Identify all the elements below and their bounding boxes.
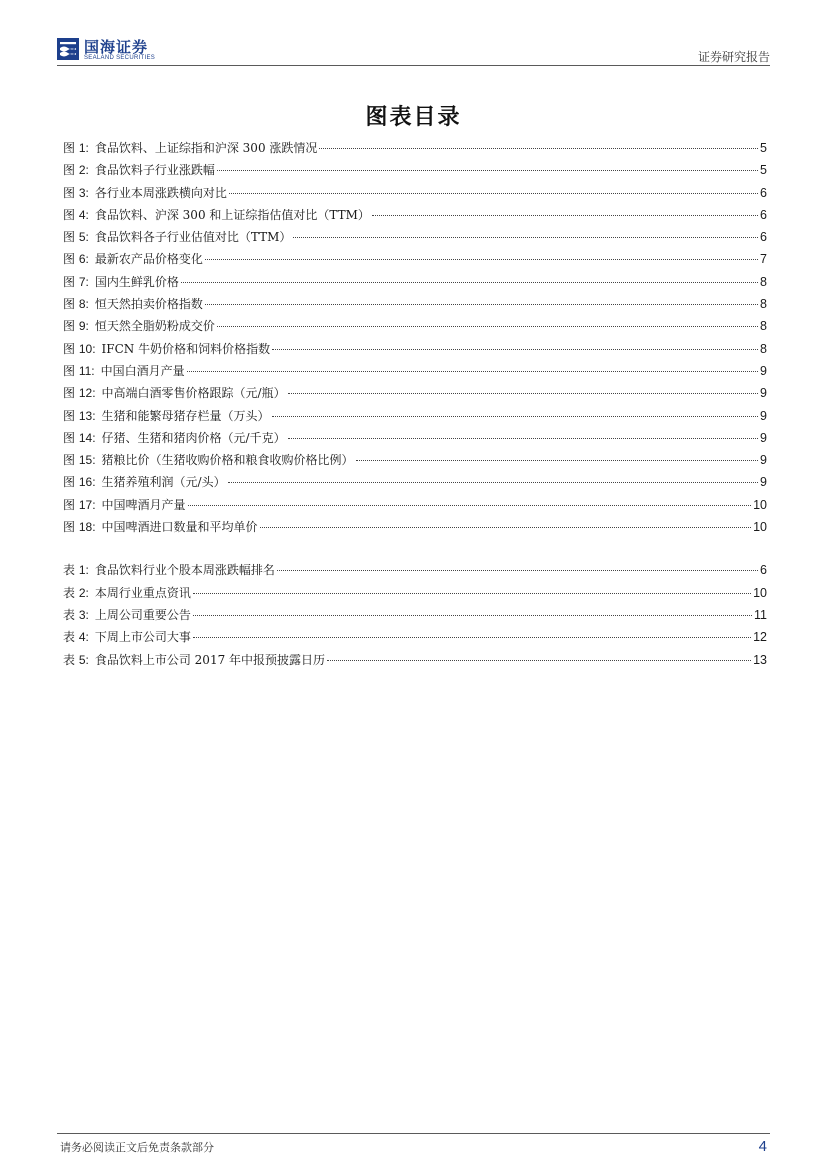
dot-leader [193,593,751,594]
entry-title: 食品饮料各子行业估值对比（TTM） [94,230,292,245]
dot-leader [229,193,758,194]
dot-leader [319,148,758,149]
dot-leader [217,170,758,171]
entry-page: 9 [760,386,767,401]
dot-leader [277,570,758,571]
entry-label-prefix: 图 [63,408,76,423]
entry-label-prefix: 图 [63,341,76,356]
entry-label [63,226,89,248]
dot-leader [187,371,758,372]
figure-entry[interactable] [63,382,767,404]
entry-label-prefix: 图 [63,185,76,200]
figure-entry[interactable] [63,271,767,293]
figure-entry[interactable] [63,182,767,204]
entry-label [63,559,89,581]
figure-entry[interactable] [63,494,767,516]
entry-label [63,649,89,671]
entry-label [63,471,96,493]
entry-number: 18: [78,520,96,535]
entry-label-prefix: 图 [63,230,76,245]
entry-title: 本周行业重点资讯 [94,585,191,600]
entry-number: 3: [78,185,89,200]
entry-title: 最新农产品价格变化 [94,252,203,267]
entry-number: 16: [78,475,96,490]
entry-label [63,271,89,293]
figure-entry[interactable] [63,248,767,270]
entry-title: 中高端白酒零售价格跟踪（元/瓶） [101,386,286,401]
entry-page: 6 [760,207,767,222]
figure-entry[interactable] [63,293,767,315]
entry-number: 10: [78,341,96,356]
entry-title: 下周上市公司大事 [94,630,191,645]
figure-entry[interactable] [63,449,767,471]
dot-leader [205,259,758,260]
brand-name-en: SEALAND SECURITIES [84,55,156,61]
entry-page: 8 [760,297,767,312]
brand-name-cn: 国海证券 [84,38,149,56]
entry-number: 9: [78,319,89,334]
entry-page: 5 [760,163,767,178]
dot-leader [260,527,752,528]
entry-label [63,204,89,226]
entry-title: IFCN 牛奶价格和饲料价格指数 [101,341,271,356]
entry-title: 食品饮料、上证综指和沪深 300 涨跌情况 [94,141,318,155]
entry-page: 13 [753,652,767,667]
table-entry[interactable] [63,626,767,648]
entry-label [63,494,96,516]
entry-page: 5 [760,141,767,155]
entry-page: 12 [753,630,767,645]
entry-title: 中国白酒月产量 [100,363,185,378]
figure-entry[interactable] [63,427,767,449]
entry-label [63,427,96,449]
dot-leader [272,349,758,350]
document-type: 证券研究报告 [697,50,770,64]
page-header [57,28,770,66]
figure-list [63,137,767,538]
dot-leader [217,326,758,327]
entry-label [63,516,96,538]
figure-entry[interactable] [63,471,767,493]
entry-label [63,137,89,159]
entry-title: 各行业本周涨跌横向对比 [94,185,227,200]
figure-entry[interactable] [63,516,767,538]
entry-label-prefix: 图 [63,252,76,267]
entry-page: 10 [753,497,767,512]
entry-label-prefix: 表 [63,607,76,622]
entry-label-prefix: 图 [63,497,76,512]
entry-number: 14: [78,430,96,445]
entry-number: 4: [78,630,89,645]
entry-title: 中国啤酒进口数量和平均单价 [101,520,258,535]
dot-leader [372,215,758,216]
entry-title: 食品饮料行业个股本周涨跌幅排名 [94,563,275,578]
dot-leader [193,615,752,616]
entry-number: 5: [78,230,89,245]
dot-leader [356,460,759,461]
entry-label-prefix: 图 [63,520,76,535]
table-entry[interactable] [63,559,767,581]
entry-number: 6: [78,252,89,267]
entry-page: 8 [760,274,767,289]
entry-label-prefix: 图 [63,386,76,401]
entry-title: 生猪养殖利润（元/头） [101,475,226,490]
entry-label [63,293,89,315]
table-entry[interactable] [63,604,767,626]
figure-entry[interactable] [63,360,767,382]
dot-leader [293,237,758,238]
entry-label-prefix: 表 [63,630,76,645]
figure-entry[interactable] [63,137,767,159]
entry-number: 11: [78,363,95,378]
disclaimer-text: 请务必阅读正文后免责条款部分 [60,1141,214,1154]
entry-page: 8 [760,319,767,334]
section-gap [63,538,767,559]
entry-label-prefix: 图 [63,207,76,222]
entry-page: 6 [760,230,767,245]
entry-page: 8 [760,341,767,356]
entry-title: 恒天然拍卖价格指数 [94,297,203,312]
entry-number: 4: [78,207,89,222]
dot-leader [272,416,759,417]
page-number: 4 [758,1138,767,1155]
entry-label-prefix: 图 [63,430,76,445]
entry-page: 6 [760,563,767,578]
table-entry[interactable] [63,649,767,671]
entry-label [63,405,96,427]
entry-label [63,626,89,648]
entry-label-prefix: 图 [63,274,76,289]
entry-page: 11 [754,607,767,622]
entry-number: 1: [78,141,89,155]
entry-number: 7: [78,274,89,289]
entry-label-prefix: 表 [63,563,76,578]
entry-number: 17: [78,497,96,512]
toc-list [63,137,767,671]
entry-label [63,248,89,270]
entry-page: 9 [760,408,767,423]
entry-label [63,604,89,626]
sealand-logo-icon [57,38,79,60]
figure-entry[interactable] [63,226,767,248]
entry-title: 上周公司重要公告 [94,607,191,622]
header-divider [57,65,770,66]
entry-number: 5: [78,652,89,667]
entry-label-prefix: 图 [63,163,76,178]
entry-title: 恒天然全脂奶粉成交价 [94,319,215,334]
entry-page: 9 [760,363,767,378]
entry-number: 2: [78,585,89,600]
entry-page: 6 [760,185,767,200]
entry-label [63,182,89,204]
table-list [63,559,767,670]
figure-entry[interactable] [63,204,767,226]
figure-entry[interactable] [63,405,767,427]
entry-page: 9 [760,453,767,468]
entry-title: 食品饮料、沪深 300 和上证综指估值对比（TTM） [94,207,370,222]
entry-number: 13: [78,408,96,423]
entry-number: 8: [78,297,89,312]
entry-title: 食品饮料上市公司 2017 年中报预披露日历 [94,652,326,667]
entry-label-prefix: 图 [63,363,76,378]
dot-leader [327,660,751,661]
figure-entry[interactable] [63,315,767,337]
entry-number: 1: [78,563,89,578]
dot-leader [228,482,758,483]
entry-title: 国内生鲜乳价格 [94,274,179,289]
dot-leader [181,282,758,283]
entry-label [63,338,96,360]
entry-title: 食品饮料子行业涨跌幅 [94,163,215,178]
figure-entry[interactable] [63,338,767,360]
entry-title: 仔猪、生猪和猪肉价格（元/千克） [101,430,286,445]
entry-page: 7 [760,252,767,267]
entry-label-prefix: 图 [63,453,76,468]
dot-leader [288,393,758,394]
entry-page: 9 [760,475,767,490]
entry-label [63,315,89,337]
entry-page: 10 [753,520,767,535]
entry-title: 生猪和能繁母猪存栏量（万头） [101,408,270,423]
dot-leader [205,304,758,305]
toc-title: 图表目录 [365,104,462,130]
entry-label-prefix: 图 [63,319,76,334]
entry-number: 3: [78,607,89,622]
dot-leader [188,505,752,506]
entry-label [63,159,89,181]
entry-label-prefix: 图 [63,141,76,155]
entry-number: 2: [78,163,89,178]
entry-page: 10 [753,585,767,600]
entry-page: 9 [760,430,767,445]
footer-divider [57,1133,770,1134]
entry-label-prefix: 表 [63,652,76,667]
entry-title: 猪粮比价（生猪收购价格和粮食收购价格比例） [101,453,354,468]
entry-number: 12: [78,386,96,401]
dot-leader [193,637,751,638]
entry-label-prefix: 表 [63,585,76,600]
entry-number: 15: [78,453,96,468]
table-entry[interactable] [63,582,767,604]
figure-entry[interactable] [63,159,767,181]
entry-label [63,382,96,404]
dot-leader [288,438,758,439]
entry-label-prefix: 图 [63,475,76,490]
entry-label [63,582,89,604]
entry-title: 中国啤酒月产量 [101,497,186,512]
entry-label [63,360,95,382]
entry-label [63,449,96,471]
entry-label-prefix: 图 [63,297,76,312]
